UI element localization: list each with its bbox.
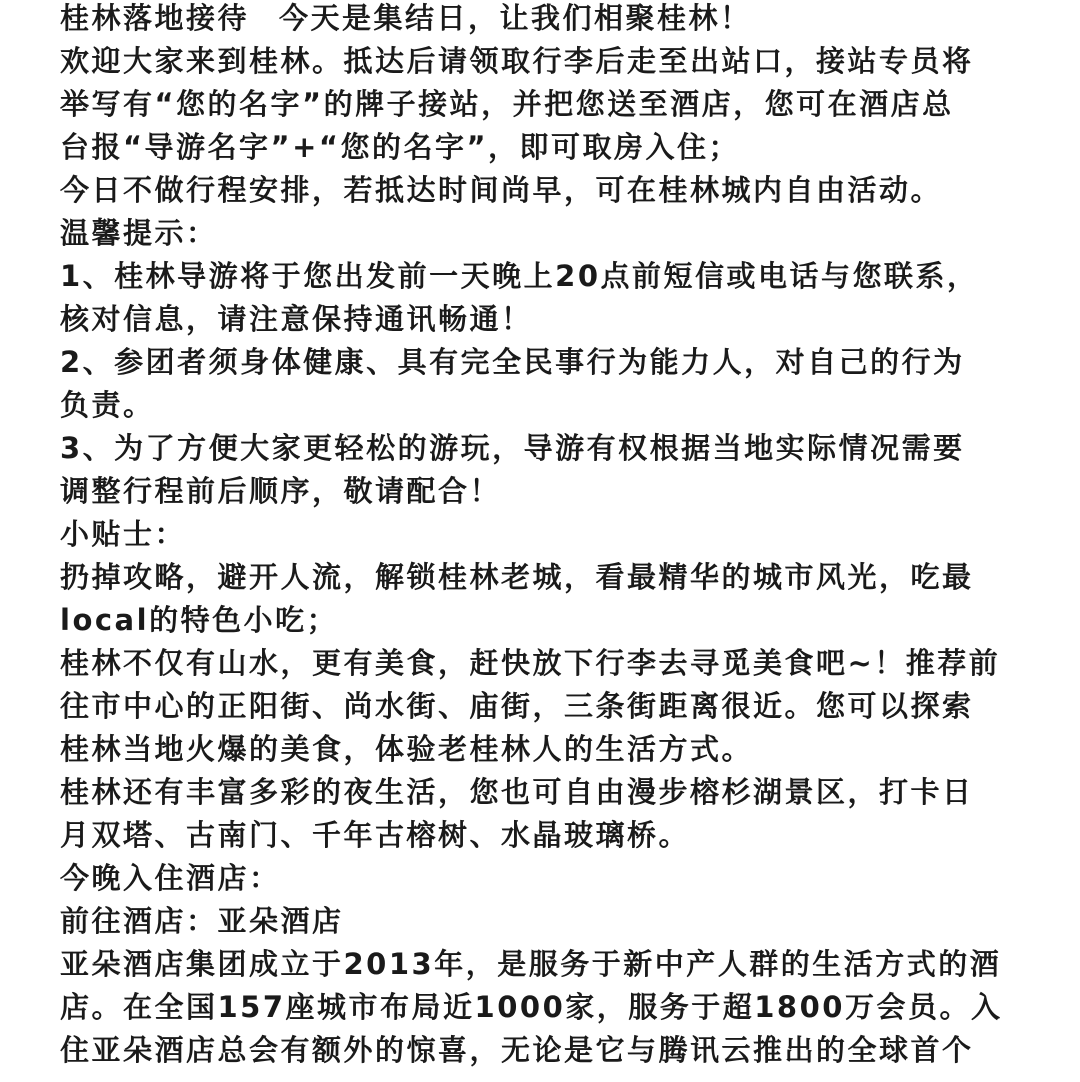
paragraph-line: 桂林不仅有山水，更有美食，赶快放下行李去寻觅美食吧~！推荐前 bbox=[60, 646, 1001, 680]
paragraph-line: 今日不做行程安排，若抵达时间尚早，可在桂林城内自由活动。 bbox=[60, 173, 943, 207]
paragraph-line: 桂林还有丰富多彩的夜生活，您也可自由漫步榕杉湖景区，打卡日 bbox=[60, 775, 974, 809]
heading-subtitle: 今天是集结日，让我们相聚桂林！ bbox=[279, 1, 752, 35]
tip-line: 1、桂林导游将于您出发前一天晚上20点前短信或电话与您联系， bbox=[60, 259, 979, 293]
heading-title: 桂林落地接待 bbox=[60, 1, 250, 35]
tip-line: 2、参团者须身体健康、具有完全民事行为能力人，对自己的行为 bbox=[60, 345, 965, 379]
paragraph-line: 月双塔、古南门、千年古榕树、水晶玻璃桥。 bbox=[60, 818, 691, 852]
paragraph-line: 欢迎大家来到桂林。抵达后请领取行李后走至出站口，接站专员将 bbox=[60, 44, 974, 78]
hotel-heading: 今晚入住酒店： bbox=[60, 861, 281, 895]
paragraph-line: 亚朵酒店集团成立于2013年，是服务于新中产人群的生活方式的酒 bbox=[60, 947, 1002, 981]
paragraph-line: 举写有“您的名字”的牌子接站，并把您送至酒店，您可在酒店总 bbox=[60, 87, 954, 121]
day-heading bbox=[60, 0, 1050, 40]
paragraph-line: 扔掉攻略，避开人流，解锁桂林老城，看最精华的城市风光，吃最 bbox=[60, 560, 974, 594]
hints-heading: 小贴士： bbox=[60, 517, 187, 551]
tip-line: 负责。 bbox=[60, 388, 155, 422]
tip-line: 核对信息，请注意保持通讯畅通！ bbox=[60, 302, 533, 336]
hotel-name: 前往酒店：亚朵酒店 bbox=[60, 904, 344, 938]
tip-line: 调整行程前后顺序，敬请配合！ bbox=[60, 474, 502, 508]
paragraph-line: 桂林当地火爆的美食，体验老桂林人的生活方式。 bbox=[60, 732, 754, 766]
tip-line: 3、为了方便大家更轻松的游玩，导游有权根据当地实际情况需要 bbox=[60, 431, 965, 465]
tips-heading: 温馨提示： bbox=[60, 216, 218, 250]
paragraph-line: 住亚朵酒店总会有额外的惊喜，无论是它与腾讯云推出的全球首个 bbox=[60, 1033, 974, 1067]
itinerary-text bbox=[60, 0, 1050, 1072]
paragraph-line: 往市中心的正阳街、尚水街、庙街，三条街距离很近。您可以探索 bbox=[60, 689, 974, 723]
paragraph-line: local的特色小吃； bbox=[60, 603, 339, 637]
paragraph-line: 店。在全国157座城市布局近1000家，服务于超1800万会员。入 bbox=[60, 990, 1003, 1024]
paragraph-line: 台报“导游名字”+“您的名字”，即可取房入住； bbox=[60, 130, 741, 164]
